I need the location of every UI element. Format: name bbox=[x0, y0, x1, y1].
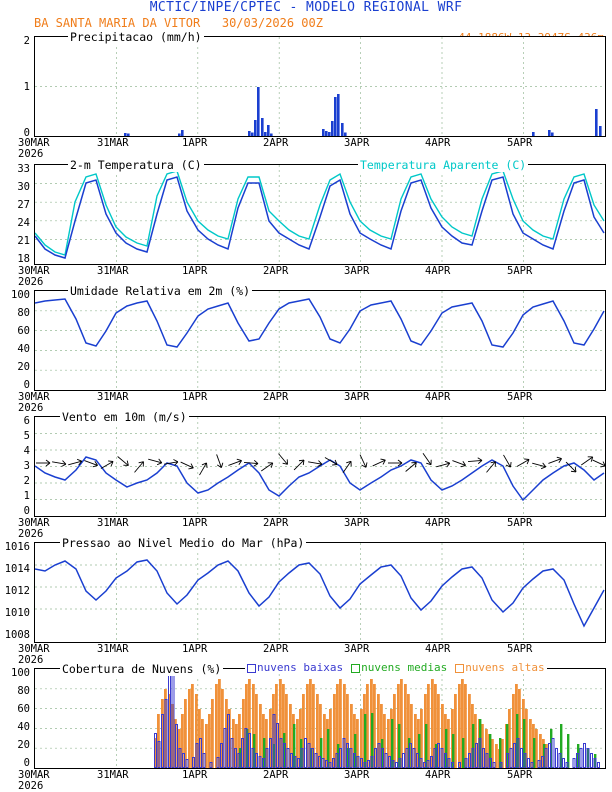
x-tick: 4APR bbox=[425, 137, 451, 149]
x-tick: 2APR bbox=[263, 517, 289, 529]
wind-y-axis bbox=[0, 415, 30, 517]
y-tick: 3 bbox=[23, 460, 30, 472]
x-tick: 1APR bbox=[182, 391, 208, 403]
x-tick: 3APR bbox=[344, 391, 370, 403]
x-tick: 5APR bbox=[507, 391, 533, 403]
y-tick: 4 bbox=[23, 445, 30, 457]
header bbox=[0, 0, 612, 15]
y-tick: 27 bbox=[17, 199, 30, 211]
y-tick: 1016 bbox=[4, 541, 30, 553]
y-tick: 60 bbox=[17, 325, 30, 337]
year-label: 2026 bbox=[18, 528, 44, 540]
x-tick: 4APR bbox=[425, 769, 451, 781]
x-tick: 30MAR bbox=[18, 391, 50, 403]
legend-mid-label: nuvens medias bbox=[361, 661, 448, 674]
apparent-temp-title: Temperatura Aparente (C) bbox=[360, 158, 527, 172]
cloud-legend bbox=[245, 661, 547, 674]
y-tick: 2 bbox=[23, 475, 30, 487]
year-label: 2026 bbox=[18, 654, 44, 666]
pres-title: Pressao ao Nivel Medio do Mar (hPa) bbox=[62, 536, 305, 550]
y-tick: 1008 bbox=[4, 629, 30, 641]
x-tick: 3APR bbox=[344, 517, 370, 529]
x-tick: 5APR bbox=[507, 137, 533, 149]
x-tick: 30MAR bbox=[18, 517, 50, 529]
year-label: 2026 bbox=[18, 148, 44, 160]
y-tick: 80 bbox=[17, 685, 30, 697]
cloud-svg bbox=[35, 669, 605, 768]
y-tick: 20 bbox=[17, 739, 30, 751]
precip-x-axis bbox=[0, 137, 612, 159]
y-tick: 18 bbox=[17, 253, 30, 265]
rh-line bbox=[35, 299, 604, 347]
x-tick: 30MAR bbox=[18, 265, 50, 277]
legend-swatch-low-icon bbox=[247, 664, 256, 673]
y-tick: 1 bbox=[23, 490, 30, 502]
x-tick: 2APR bbox=[263, 137, 289, 149]
precip-title: Precipitacao (mm/h) bbox=[70, 30, 202, 44]
legend-swatch-high-icon bbox=[455, 664, 464, 673]
precip-bars bbox=[124, 87, 602, 136]
y-tick: 100 bbox=[11, 289, 30, 301]
x-tick: 4APR bbox=[425, 265, 451, 277]
model-title: MCTIC/INPE/CPTEC - MODELO REGIONAL WRF bbox=[149, 0, 463, 15]
pres-line bbox=[35, 560, 604, 626]
x-tick: 4APR bbox=[425, 643, 451, 655]
rh-y-axis bbox=[0, 289, 30, 391]
pres-plot bbox=[34, 542, 606, 643]
legend-high bbox=[455, 661, 544, 674]
x-tick: 31MAR bbox=[97, 137, 129, 149]
x-tick: 2APR bbox=[263, 265, 289, 277]
year-label: 2026 bbox=[18, 780, 44, 792]
station-line: BA SANTA MARIA DA VITOR 30/03/2026 00Z bbox=[34, 16, 323, 30]
temp-svg bbox=[35, 165, 605, 264]
x-tick: 31MAR bbox=[97, 643, 129, 655]
temp-title: 2-m Temperatura (C) bbox=[70, 158, 202, 172]
y-tick: 21 bbox=[17, 235, 30, 247]
precip-svg bbox=[35, 37, 605, 136]
y-tick: 1 bbox=[23, 81, 30, 93]
y-tick: 40 bbox=[17, 343, 30, 355]
x-tick: 4APR bbox=[425, 391, 451, 403]
legend-high-label: nuvens altas bbox=[465, 661, 545, 674]
y-tick: 2 bbox=[23, 35, 30, 47]
y-tick: 30 bbox=[17, 181, 30, 193]
rh-title: Umidade Relativa em 2m (%) bbox=[70, 284, 251, 298]
x-tick: 2APR bbox=[263, 643, 289, 655]
y-tick: 24 bbox=[17, 217, 30, 229]
cloud-high-bars bbox=[154, 679, 548, 768]
wind-barbs bbox=[36, 452, 605, 477]
legend-low-label: nuvens baixas bbox=[257, 661, 344, 674]
rh-svg bbox=[35, 291, 605, 390]
y-tick: 100 bbox=[11, 667, 30, 679]
x-tick: 30MAR bbox=[18, 769, 50, 781]
temp-line bbox=[35, 177, 604, 258]
rh-plot bbox=[34, 290, 606, 391]
x-tick: 1APR bbox=[182, 517, 208, 529]
x-tick: 5APR bbox=[507, 769, 533, 781]
x-tick: 3APR bbox=[344, 137, 370, 149]
x-tick: 30MAR bbox=[18, 137, 50, 149]
x-tick: 3APR bbox=[344, 265, 370, 277]
y-tick: 0 bbox=[23, 127, 30, 139]
wind-title: Vento em 10m (m/s) bbox=[62, 410, 187, 424]
x-tick: 5APR bbox=[507, 643, 533, 655]
cloud-y-axis bbox=[0, 667, 30, 769]
cloud-plot bbox=[34, 668, 606, 769]
pres-svg bbox=[35, 543, 605, 642]
y-tick: 1014 bbox=[4, 563, 30, 575]
y-tick: 5 bbox=[23, 430, 30, 442]
x-tick: 31MAR bbox=[97, 517, 129, 529]
x-tick: 1APR bbox=[182, 265, 208, 277]
temp-plot bbox=[34, 164, 606, 265]
legend-mid bbox=[351, 661, 447, 674]
wind-svg bbox=[35, 417, 605, 516]
x-tick: 5APR bbox=[507, 265, 533, 277]
precip-plot bbox=[34, 36, 606, 137]
x-tick: 3APR bbox=[344, 643, 370, 655]
y-tick: 33 bbox=[17, 163, 30, 175]
temp-y-axis bbox=[0, 163, 30, 265]
x-tick: 31MAR bbox=[97, 391, 129, 403]
y-tick: 1012 bbox=[4, 585, 30, 597]
y-tick: 0 bbox=[23, 379, 30, 391]
y-tick: 0 bbox=[23, 505, 30, 517]
pres-y-axis bbox=[0, 541, 30, 641]
y-tick: 6 bbox=[23, 415, 30, 427]
x-tick: 2APR bbox=[263, 391, 289, 403]
x-tick: 31MAR bbox=[97, 769, 129, 781]
x-tick: 2APR bbox=[263, 769, 289, 781]
wind-plot bbox=[34, 416, 606, 517]
y-tick: 1010 bbox=[4, 607, 30, 619]
cloud-x-axis bbox=[0, 769, 612, 791]
legend-low bbox=[247, 661, 343, 674]
x-tick: 31MAR bbox=[97, 265, 129, 277]
x-tick: 4APR bbox=[425, 517, 451, 529]
year-label: 2026 bbox=[18, 402, 44, 414]
gridlines bbox=[35, 37, 605, 136]
y-tick: 80 bbox=[17, 307, 30, 319]
y-tick: 0 bbox=[23, 757, 30, 769]
x-tick: 1APR bbox=[182, 137, 208, 149]
x-tick: 5APR bbox=[507, 517, 533, 529]
year-label: 2026 bbox=[18, 276, 44, 288]
legend-swatch-mid-icon bbox=[351, 664, 360, 673]
x-tick: 30MAR bbox=[18, 643, 50, 655]
precip-y-axis bbox=[0, 36, 30, 140]
x-tick: 1APR bbox=[182, 643, 208, 655]
y-tick: 20 bbox=[17, 361, 30, 373]
cloud-title: Cobertura de Nuvens (%) bbox=[62, 662, 222, 676]
y-tick: 60 bbox=[17, 703, 30, 715]
y-tick: 40 bbox=[17, 721, 30, 733]
x-tick: 3APR bbox=[344, 769, 370, 781]
x-tick: 1APR bbox=[182, 769, 208, 781]
